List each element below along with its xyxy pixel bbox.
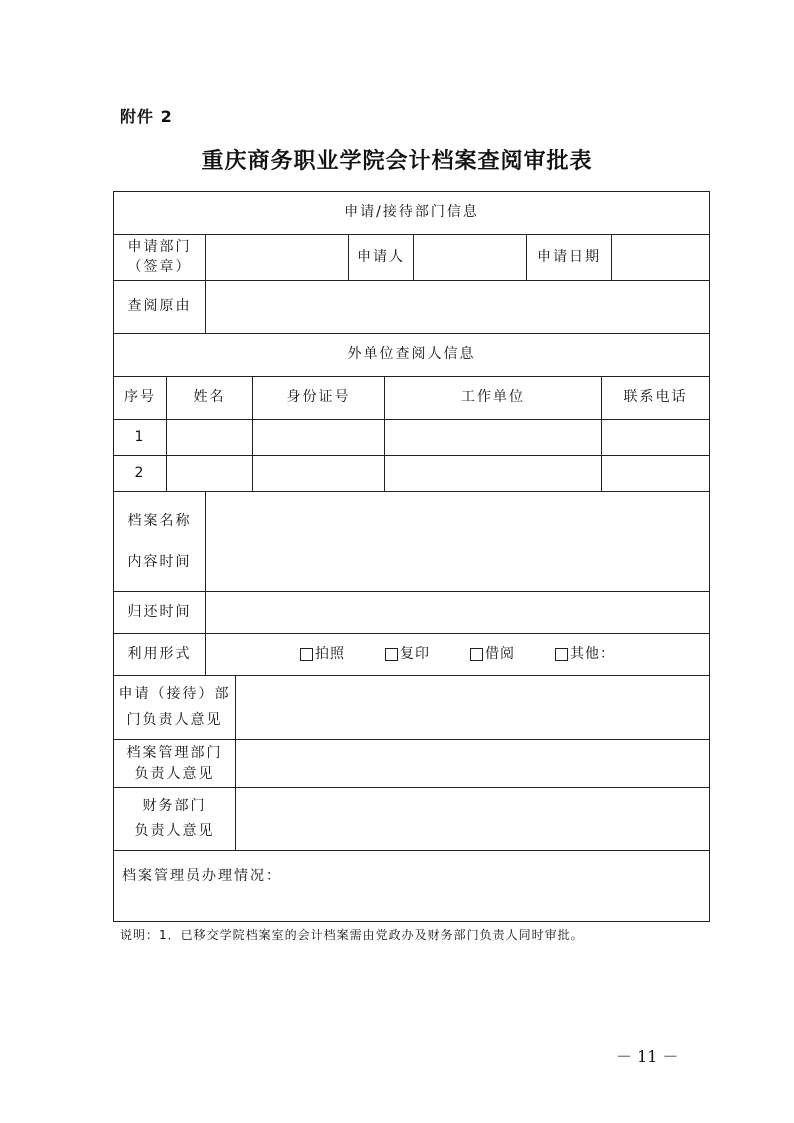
archive-opinion-line1: 档案管理部门 [126,744,223,761]
return-time-field[interactable] [205,591,710,634]
archivist-handling-label: 档案管理员办理情况： [122,868,282,884]
checkbox-photo[interactable] [300,648,313,661]
row-1-workplace[interactable] [384,419,602,456]
finance-opinion-label [113,787,236,851]
col-name: 姓名 [166,376,253,420]
row-2-phone[interactable] [601,455,710,492]
dept-field[interactable] [205,234,349,281]
option-copy-label: 复印 [400,645,430,662]
archivist-handling[interactable] [113,850,710,922]
reason-field[interactable] [205,280,710,334]
dept-label-line1: 申请部门 [127,238,192,255]
applicant-opinion-line1: 申请（接待）部 [118,686,231,703]
applicant-section-heading: 申请/接待部门信息 [113,191,710,235]
dept-label [113,234,206,281]
option-borrow[interactable] [470,643,515,667]
option-photo[interactable] [300,643,345,667]
archive-opinion-label [113,739,236,788]
external-section-heading: 外单位查阅人信息 [113,333,710,377]
option-borrow-label: 借阅 [485,645,515,662]
applicant-field[interactable] [413,234,527,281]
finance-opinion-field[interactable] [235,787,710,851]
row-2-id-number[interactable] [252,455,385,492]
applicant-label: 申请人 [348,234,414,281]
row-1-name[interactable] [166,419,253,456]
col-workplace: 工作单位 [384,376,602,420]
finance-opinion-line2: 负责人意见 [134,823,215,839]
checkbox-copy[interactable] [385,648,398,661]
row-1-id-number[interactable] [252,419,385,456]
date-field[interactable] [611,234,710,281]
checkbox-borrow[interactable] [470,648,483,661]
col-phone: 联系电话 [601,376,710,420]
reason-label: 查阅原由 [113,280,206,334]
return-time-label: 归还时间 [113,591,206,634]
archive-name-field[interactable] [205,491,710,592]
date-label: 申请日期 [526,234,612,281]
col-id-number: 身份证号 [252,376,385,420]
option-copy[interactable] [385,643,430,667]
archive-opinion-line2: 负责人意见 [134,765,215,782]
dept-label-line2: （签章） [127,258,192,275]
row-2-index: 2 [113,455,167,492]
attachment-label: 附件 2 [120,107,173,126]
row-1-phone[interactable] [601,419,710,456]
archive-name-time-label [113,491,206,592]
applicant-opinion-field[interactable] [235,675,710,740]
archive-name-label: 档案名称 [127,512,192,529]
archive-opinion-field[interactable] [235,739,710,788]
row-2-name[interactable] [166,455,253,492]
page-number: － 11 － [616,1047,679,1066]
form-title: 重庆商务职业学院会计档案查阅审批表 [201,149,593,174]
option-other[interactable] [555,643,615,667]
option-photo-label: 拍照 [315,645,345,662]
usage-options [205,633,710,676]
option-other-label: 其他： [570,645,615,662]
applicant-opinion-line2: 门负责人意见 [126,711,223,728]
col-index: 序号 [113,376,167,420]
content-time-label: 内容时间 [127,553,192,570]
usage-label: 利用形式 [113,633,206,676]
row-2-workplace[interactable] [384,455,602,492]
applicant-opinion-label [113,675,236,740]
footnote: 说明：1．已移交学院档案室的会计档案需由党政办及财务部门负责人同时审批。 [120,928,584,942]
checkbox-other[interactable] [555,648,568,661]
row-1-index: 1 [113,419,167,456]
finance-opinion-line1: 财务部门 [142,797,207,814]
